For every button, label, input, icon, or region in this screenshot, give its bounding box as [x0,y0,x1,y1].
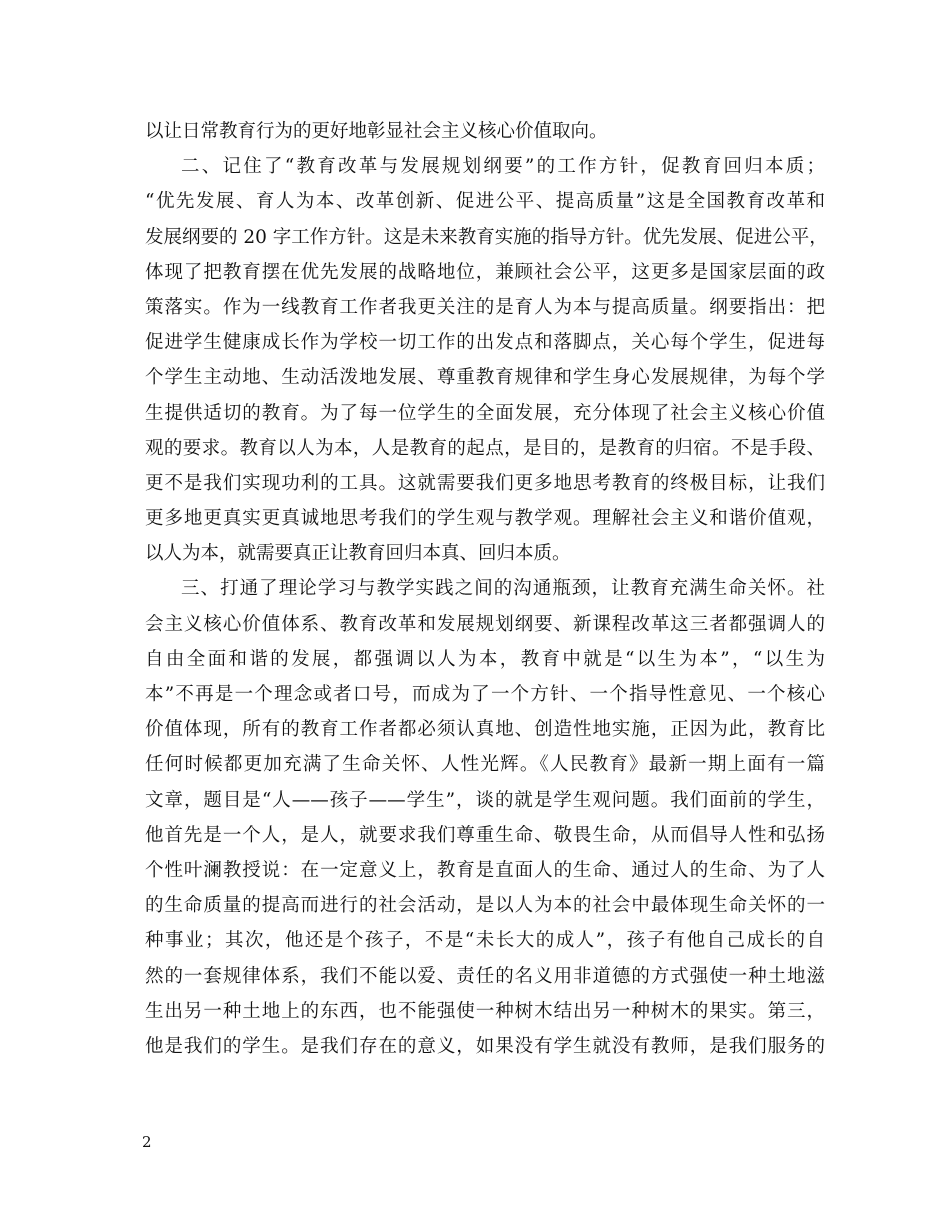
text-line: 他是我们的学生。是我们存在的意义，如果没有学生就没有教师，是我们服务的 [145,1035,825,1057]
text-line: 然的一套规律体系，我们不能以爱、责任的名义用非道德的方式强使一种土地滋 [145,965,825,987]
text-line: “优先发展、育人为本、改革创新、促进公平、提高质量”这是全国教育改革和 [145,191,825,213]
text-line: 更多地更真实更真诚地思考我们的学生观与教学观。理解社会主义和谐价值观， [145,508,825,530]
text-line: 发展纲要的 20 字工作方针。这是未来教育实施的指导方针。优先发展、促进公平， [145,226,828,248]
text-line: 他首先是一个人，是人，就要求我们尊重生命、敬畏生命，从而倡导人性和弘扬 [145,824,825,846]
text-line: 更不是我们实现功利的工具。这就需要我们更多地思考教育的终极目标，让我们 [145,472,825,494]
text-line: 生提供适切的教育。为了每一位学生的全面发展，充分体现了社会主义核心价值 [145,402,825,424]
text-line: 价值体现，所有的教育工作者都必须认真地、创造性地实施，正因为此，教育比 [145,719,825,741]
text-line: 以让日常教育行为的更好地彰显社会主义核心价值取向。 [145,121,608,142]
text-line: 会主义核心价值体系、教育改革和发展规划纲要、新课程改革这三者都强调人的 [145,613,825,635]
text-line: 促进学生健康成长作为学校一切工作的出发点和落脚点，关心每个学生，促进每 [145,332,825,354]
text-line: 策落实。作为一线教育工作者我更关注的是育人为本与提高质量。纲要指出：把 [145,296,825,318]
text-line: 生出另一种土地上的东西，也不能强使一种树木结出另一种树木的果实。第三， [145,1000,825,1022]
text-line: 个性叶澜教授说：在一定意义上，教育是直面人的生命、通过人的生命、为了人 [145,859,825,881]
text-line: 本”不再是一个理念或者口号，而成为了一个方针、一个指导性意见、一个核心 [145,684,825,705]
text-line: 个学生主动地、生动活泼地发展、尊重教育规律和学生身心发展规律，为每个学 [145,367,825,389]
text-line: 观的要求。教育以人为本，人是教育的起点，是目的，是教育的归宿。不是手段、 [145,437,825,459]
body-text [145,114,828,1064]
text-line: 体现了把教育摆在优先发展的战略地位，兼顾社会公平，这更多是国家层面的政 [145,261,825,283]
page-number: 2 [142,1133,152,1151]
text-line: 种事业；其次，他还是个孩子，不是“未长大的成人”，孩子有他自己成长的自 [145,930,825,952]
text-line: 自由全面和谐的发展，都强调以人为本，教育中就是“以生为本”，“以生为 [145,648,825,670]
text-line: 三、打通了理论学习与教学实践之间的沟通瓶颈，让教育充满生命关怀。社 [181,578,825,600]
text-line: 二、记住了“教育改革与发展规划纲要”的工作方针，促教育回归本质； [181,156,825,178]
text-line: 以人为本，就需要真正让教育回归本真、回归本质。 [145,543,571,565]
text-line: 任何时候都更加充满了生命关怀、人性光辉。《人民教育》最新一期上面有一篇 [145,754,825,776]
text-line: 的生命质量的提高而进行的社会活动，是以人为本的社会中最体现生命关怀的一 [145,895,825,917]
text-line: 文章，题目是“人——孩子——学生”，谈的就是学生观问题。我们面前的学生， [145,789,825,811]
